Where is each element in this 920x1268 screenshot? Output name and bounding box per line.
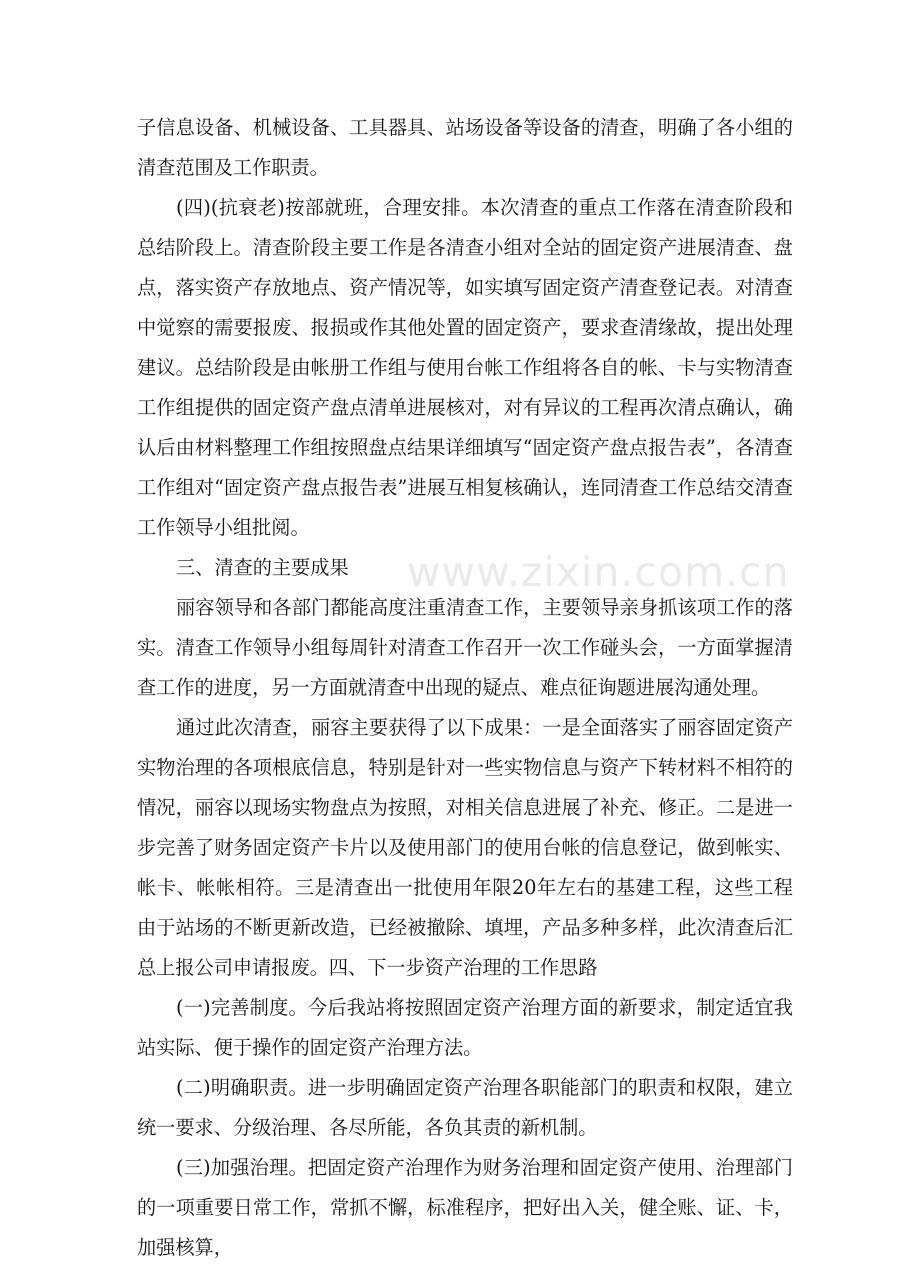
section-heading-results: 三、清查的主要成果 — [176, 556, 349, 579]
document-body — [137, 108, 793, 1268]
paragraph-continuation: 子信息设备、机械设备、工具器具、站场设备等设备的清查，明确了各小组的清查范围及工作职责。 — [137, 116, 793, 179]
paragraph-item-three: (三)加强治理。把固定资产治理作为财务治理和固定资产使用、治理部门的一项重要日常工作，常抓不懈，标准程序，把好出入关，健全账、证、卡，加强核算， — [137, 1156, 793, 1259]
watermark: www.zixin.com.cn — [407, 548, 790, 596]
paragraph-section-four: (四)(抗衰老)按部就班，合理安排。本次清查的重点工作落在清查阶段和总结阶段上。清查阶段主要工作是各清查小组对全站的固定资产进展清查、盘点，落实资产存放地点、资产情况等，如实填写固定资产清查登记表。对清查中觉察的需要报废、报损或作其他处置的固定资产，要求查清缘故，提出处理建议。总结阶段是由帐册工作组与使用台帐工作组将各自的帐、卡与实物清查工作组提供的固定资产盘点清单进展核对，对有异议的工程再次清点确认，确认后由材料整理工作组按照盘点结果详细填写“固定资产盘点报告表”，各清查工作组对“固定资产盘点报告表”进展互相复核确认，连同清查工作总结交清查工作领导小组批阅。 — [137, 196, 793, 539]
paragraph-leadership: 丽容领导和各部门都能高度注重清查工作，主要领导亲身抓该项工作的落实。清查工作领导小组每周针对清查工作召开一次工作碰头会，一方面掌握清查工作的进度，另一方面就清查中出现的疑点、难点征询题进展沟通处理。 — [137, 596, 793, 699]
paragraph-results: 通过此次清查，丽容主要获得了以下成果：一是全面落实了丽容固定资产实物治理的各项根底信息，特别是针对一些实物信息与资产下转材料不相符的情况，丽容以现场实物盘点为按照，对相关信息进展了补充、修正。二是进一步完善了财务固定资产卡片以及使用部门的使用台帐的信息登记，做到帐实、帐卡、帐帐相符。三是清查出一批使用年限20年左右的基建工程，这些工程由于站场的不断更新改造，已经被撤除、填埋，产品多种多样，此次清查后汇总上报公司申请报废。四、下一步资产治理的工作思路 — [137, 716, 793, 979]
paragraph-item-one: (一)完善制度。今后我站将按照固定资产治理方面的新要求，制定适宜我站实际、便于操作的固定资产治理方法。 — [137, 996, 793, 1059]
paragraph-item-two: (二)明确职责。进一步明确固定资产治理各职能部门的职责和权限，建立统一要求、分级治理、各尽所能，各负其责的新机制。 — [137, 1076, 793, 1139]
